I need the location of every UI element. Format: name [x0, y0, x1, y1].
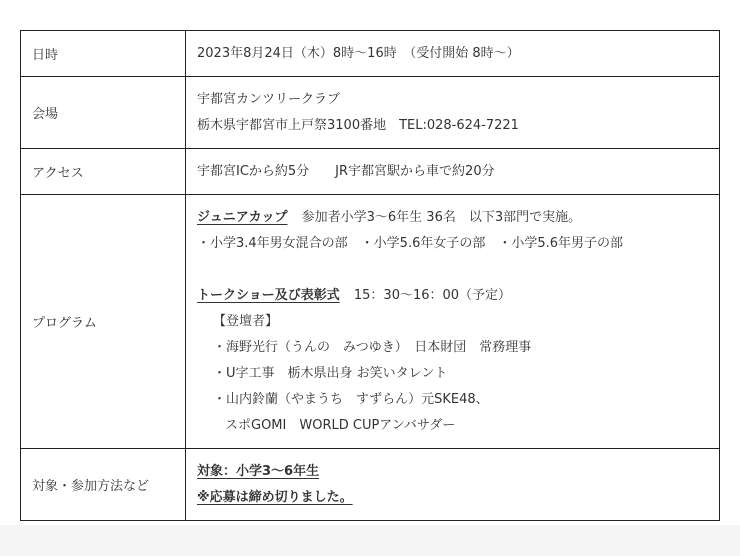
row-program	[21, 195, 720, 449]
venue-name: 宇都宮カンツリークラブ	[197, 91, 341, 107]
venue-address: 栃木県宇都宮市上戸祭3100番地 TEL:028-624-7221	[197, 117, 519, 133]
guest-item: ・海野光行（うんの みつゆき） 日本財団 常務理事	[213, 339, 532, 355]
guest-item: ・山内鈴蘭（やまうち すずらん）元SKE48、	[213, 391, 489, 407]
value-datetime	[186, 31, 720, 77]
value-program	[186, 195, 720, 449]
label-target: 対象・参加方法など	[21, 449, 186, 521]
label-venue: 会場	[21, 77, 186, 149]
junior-cup-line	[197, 205, 719, 231]
row-access	[21, 149, 720, 195]
value-target	[186, 449, 720, 521]
row-datetime	[21, 31, 720, 77]
value-venue	[186, 77, 720, 149]
guest-item: スポGOMI WORLD CUPアンバサダー	[225, 417, 456, 433]
junior-cup-desc: 参加者小学3〜6年生 36名 以下3部門で実施。	[301, 209, 582, 225]
talk-show-time: 15：30〜16：00（予定）	[353, 287, 512, 303]
event-info-table	[20, 30, 720, 521]
row-target	[21, 449, 720, 521]
guest-item: ・U字工事 栃木県出身 お笑いタレント	[213, 365, 448, 381]
guests-heading: 【登壇者】	[213, 313, 279, 329]
divisions-line: ・小学3.4年男女混合の部 ・小学5.6年女子の部 ・小学5.6年男子の部	[197, 235, 624, 251]
talk-show-title: トークショー及び表彰式	[197, 287, 340, 303]
label-datetime: 日時	[21, 31, 186, 77]
target-line: 対象：小学3〜6年生	[197, 463, 320, 479]
junior-cup-title: ジュニアカップ	[197, 209, 288, 225]
talk-show-line	[197, 283, 719, 309]
row-venue	[21, 77, 720, 149]
spacer	[197, 257, 719, 283]
access-text: 宇都宮ICから約5分 JR宇都宮駅から車で約20分	[197, 163, 495, 179]
closed-notice: ※応募は締め切りました。	[197, 489, 353, 505]
label-program: プログラム	[21, 195, 186, 449]
value-access	[186, 149, 720, 195]
label-access: アクセス	[21, 149, 186, 195]
datetime-text: 2023年8月24日（木）8時〜16時 （受付開始 8時〜）	[197, 45, 520, 61]
